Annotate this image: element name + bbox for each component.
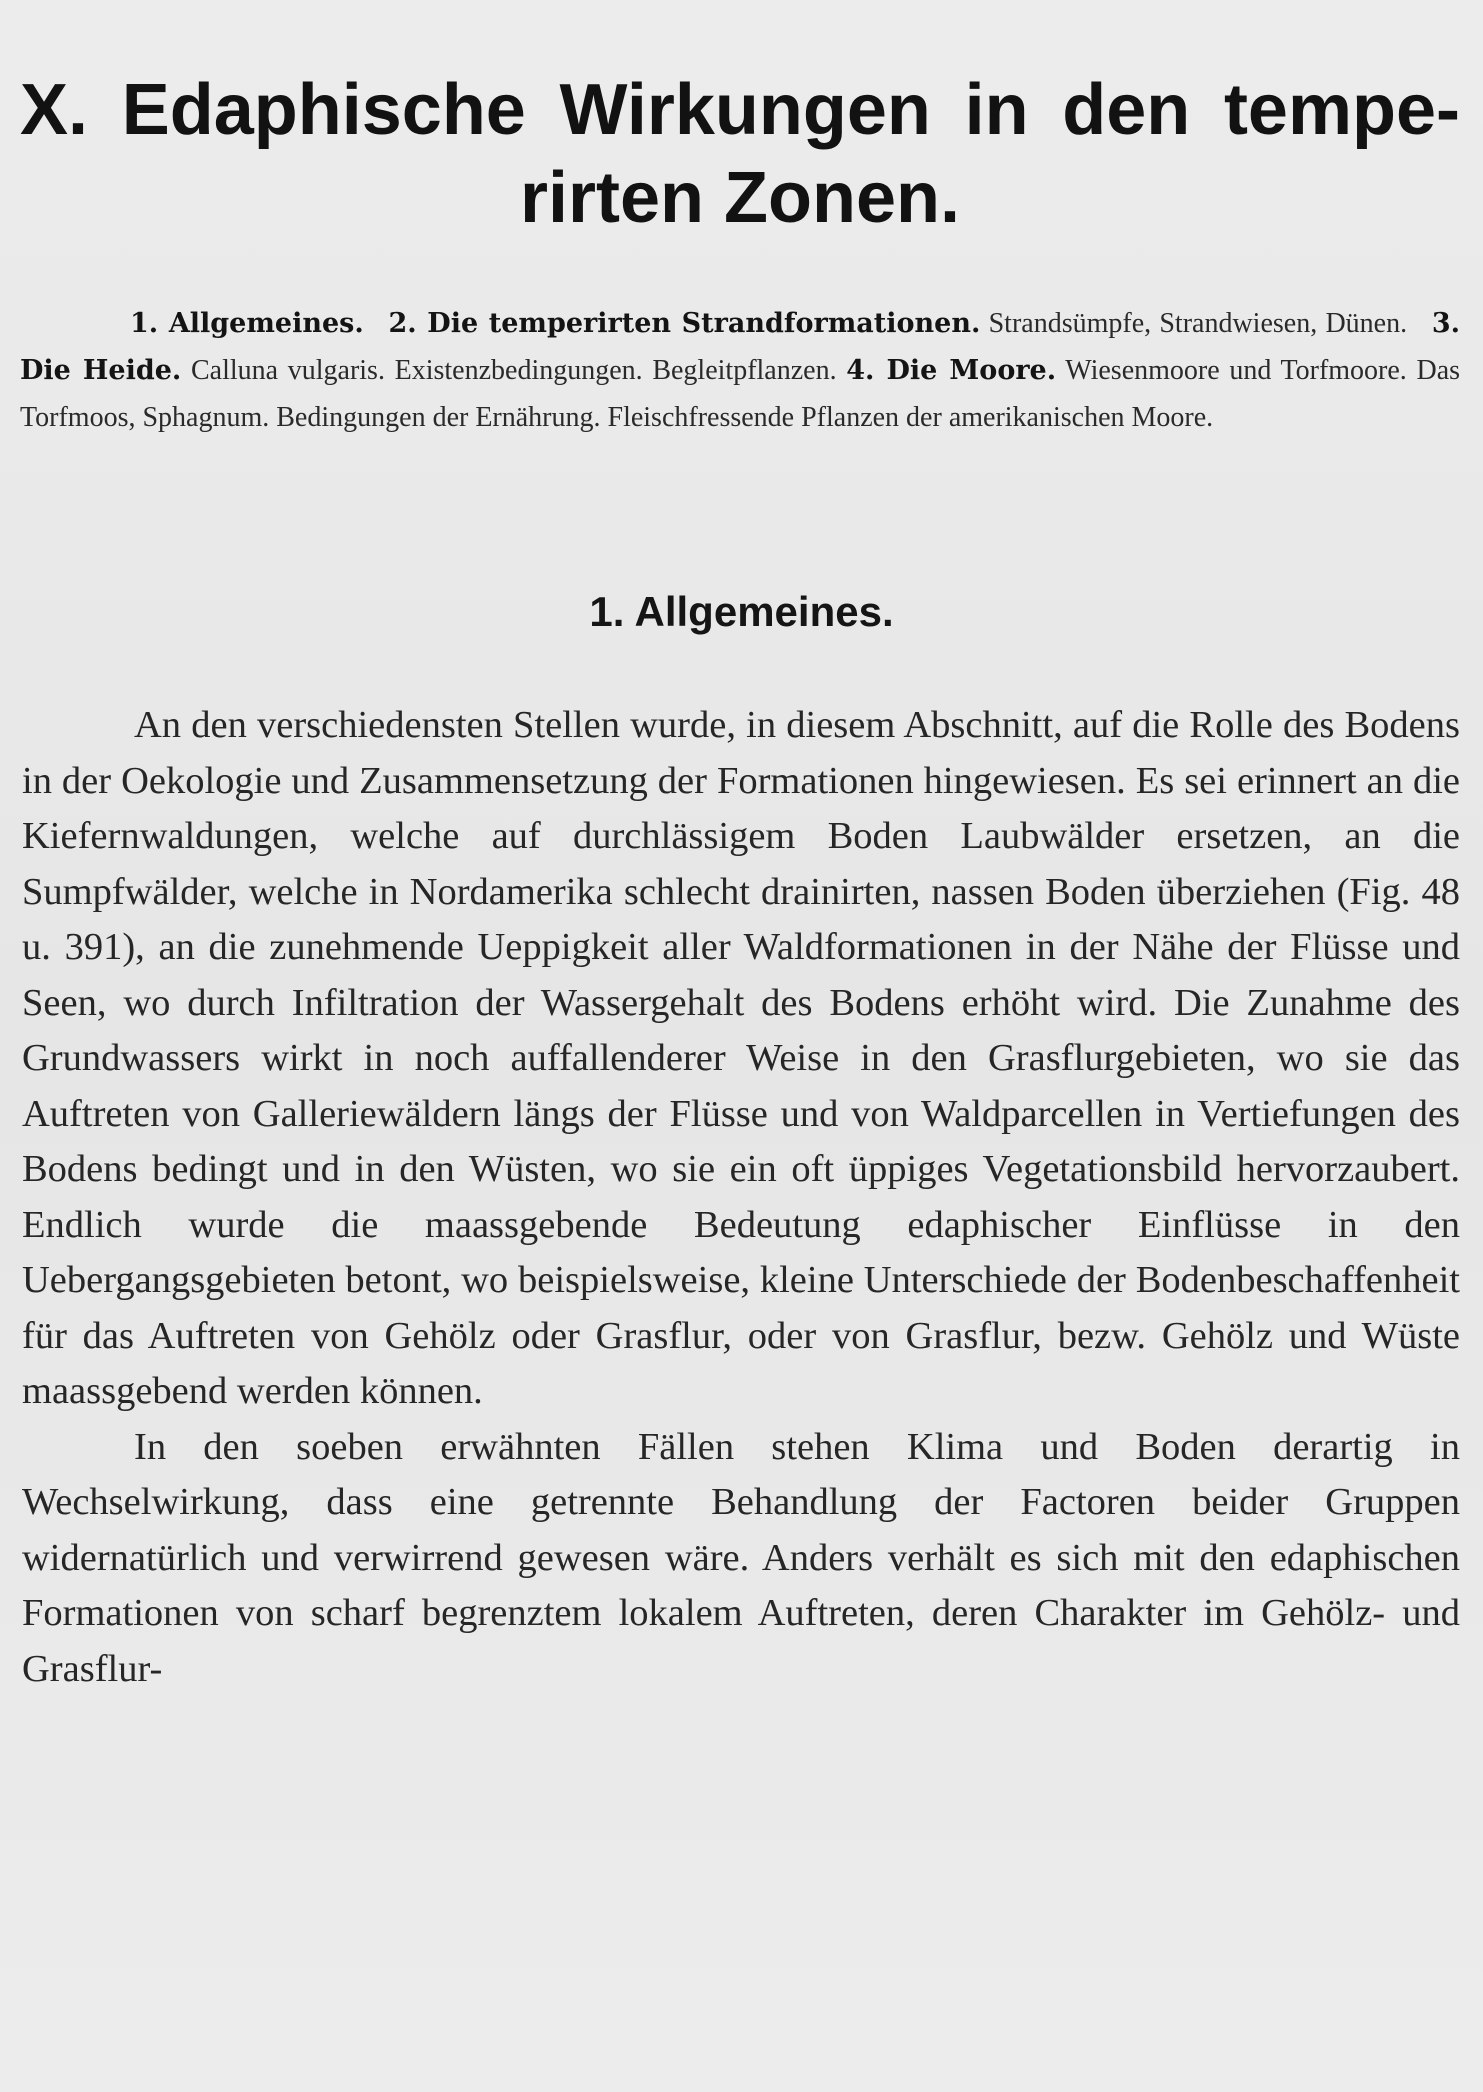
- chapter-summary: [20, 300, 1460, 441]
- chapter-title-line-2: rirten Zonen.: [519, 158, 960, 238]
- summary-heading: 1. Allgemeines.: [130, 308, 364, 339]
- paragraph: An den verschiedensten Stellen wurde, in diesem Abschnitt, auf die Rolle des Bodens in der Oekologie und Zusammensetzung der Formationen hingewiesen. Es sei erinnert an die Kiefernwaldungen, welche auf durchlässigem Boden Laubwälder ersetzen, an die Sumpfwälder, welche in Nordamerika schlecht drainirten, nassen Boden überziehen (Fig. 48 u. 391), an die zunehmende Ueppigkeit aller Waldformationen in der Nähe der Flüsse und Seen, wo durch Infiltration der Wassergehalt des Bodens erhöht wird. Die Zunahme des Grundwassers wirkt in noch auffallenderer Weise in den Grasflurgebieten, wo sie das Auftreten von Galleriewäldern längs der Flüsse und von Waldparcellen in Vertiefungen des Bodens bedingt und in den Wüsten, wo sie ein oft üppiges Vegetationsbild hervorzaubert. Endlich wurde die maassgebende Bedeutung edaphischer Einflüsse in den Uebergangsgebieten betont, wo beispielsweise, kleine Unterschiede der Bodenbeschaffenheit für das Auftreten von Gehölz oder Grasflur, oder von Grasflur, bezw. Gehölz und Wüste maassgebend werden können.: [22, 704, 1460, 1412]
- chapter-title-line-1: X. Edaphische Wirkungen in den tempe-: [20, 70, 1460, 150]
- summary-heading: 2. Die temperirten Strandformationen.: [388, 308, 981, 339]
- summary-heading: 3. Die Heide.: [20, 308, 1460, 386]
- chapter-title: [20, 66, 1460, 242]
- body-text: [22, 698, 1460, 1697]
- summary-text: Wiesenmoore und Torfmoore. Das Torfmoos, Sphagnum. Bedingungen der Ernährung. Fleischfressende Pflanzen der amerikanischen Moore.: [20, 355, 1461, 433]
- summary-heading: 4. Die Moore.: [846, 355, 1057, 386]
- section-heading: 1. Allgemeines.: [589, 588, 894, 635]
- summary-text: Strandsümpfe, Strandwiesen, Dünen.: [988, 308, 1408, 339]
- summary-text: Calluna vulgaris. Existenzbedingungen. Begleitpflanzen.: [191, 355, 837, 386]
- paragraph: In den soeben erwähnten Fällen stehen Klima und Boden derartig in Wechselwirkung, dass eine getrennte Behandlung der Factoren beider Gruppen widernatürlich und verwirrend gewesen wäre. Anders verhält es sich mit den edaphischen Formationen von scharf begrenztem lokalem Auftreten, deren Charakter im Gehölz- und Grasflur-: [22, 1425, 1460, 1690]
